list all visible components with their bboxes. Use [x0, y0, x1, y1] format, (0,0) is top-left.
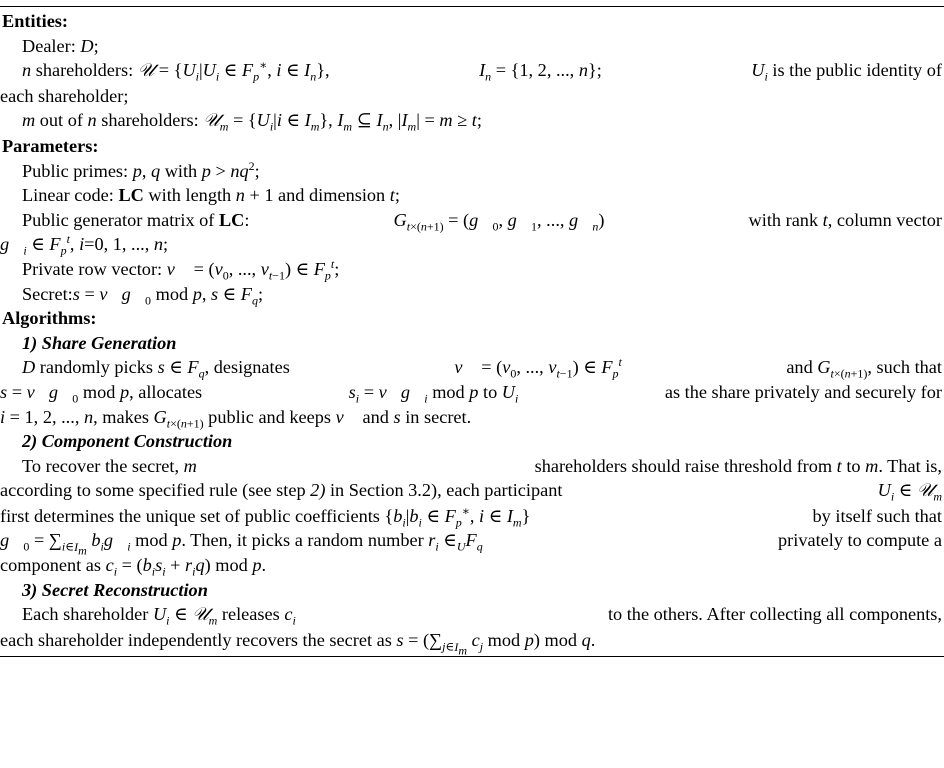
shareholders-line: n shareholders: 𝒰 = {$U_i|U_i$ ∈ $F_p^∗$, i ∈ $I_n$}, $I_n = \{1$, 2, ..., n}; $U_i$ is the public identity of: [22, 58, 942, 84]
comp-line-5: component as $c_i = (b_is_i + r_iq)$ mod p.: [0, 555, 267, 579]
algorithms-heading: Algorithms:: [2, 308, 97, 329]
secret-reconstruction-heading: 3) Secret Reconstruction: [22, 579, 208, 600]
parameters-heading: Parameters:: [2, 135, 99, 156]
algorithm-box: [0, 6, 944, 657]
comp-line-3: first determines the unique set of public coefficients {$b_i|b_i$ ∈ $F_p^∗$, i ∈ $I_m$} by itself such that: [0, 503, 942, 530]
recon-line-1: Each shareholder $U_i$ ∈ 𝒰$_m$ releases $c_i$ to the others. After collecting all components,: [22, 604, 942, 628]
recon-line-2: each shareholder independently recovers the secret as $s = (\sum_{j\in I_m}$ $c_j$ mod p) mod q.: [0, 629, 596, 657]
dealer-line: Dealer: D;: [22, 35, 99, 56]
linear-code-line: Linear code: LC with length n + 1 and dimension t;: [22, 185, 400, 206]
comp-line-1: To recover the secret, m shareholders should raise threshold from t to m. That is,: [22, 455, 942, 476]
share-generation-heading: 1) Share Generation: [22, 332, 177, 353]
secret-line: Secret:s = $v⃗g⃗_0$ mod p, s ∈ $F_q$;: [22, 283, 264, 308]
component-construction-heading: 2) Component Construction: [22, 431, 233, 452]
share-gen-line-2: $s = v⃗g⃗_0$ mod p, allocates $s_i$ = $v⃗g⃗_i$ mod p to $U_i$ as the share privately and securely for: [0, 381, 942, 406]
comp-line-4: $g⃗_0 = \sum_{i\in I_m}$ $b_ig⃗_i$ mod p. Then, it picks a random number $r_i$ $\in_UF_q$ privately to compute a: [0, 530, 942, 558]
m-out-of-n-line: m out of n shareholders: 𝒰$_m$ = {$U_i|i$ ∈ $I_m$}, $I_m$ ⊆ $I_n$, $|I_m| = m \ge t$;: [22, 110, 482, 135]
comp-line-2: according to some specified rule (see step 2) in Section 3.2), each participant $U_i$ ∈ 𝒰$_m$: [0, 480, 942, 504]
shareholders-line-cont: each shareholder;: [0, 85, 129, 106]
private-vector-line: Private row vector: v⃗ = ($v_0$, ..., $v_{t-1}$) ∈ $F_p^t$;: [22, 256, 340, 283]
generator-matrix-line-cont: $g⃗_i$ ∈ $F_p^t$, i=0, 1, ..., n;: [0, 232, 169, 258]
entities-heading: Entities:: [2, 11, 69, 31]
share-gen-line-1: D randomly picks s ∈ $F_q$, designates v⃗ = ($v_0$, ..., $v_{t-1}$) ∈ $F_p^t$ and $G_{t\times(n+1)}$, such that: [22, 355, 942, 381]
primes-line: Public primes: p, q with $p > nq^2$;: [22, 158, 260, 181]
share-gen-line-3: i = 1, 2, ..., n, makes $G_{t\times(n+1)}$ public and keeps v⃗ and s in secret.: [0, 406, 472, 431]
generator-matrix-line: Public generator matrix of LC: $G_{t\times(n+1)}$ = ($g⃗_0$, $g⃗_1$, ..., $g⃗_n$) with rank t, column vector: [22, 209, 942, 234]
